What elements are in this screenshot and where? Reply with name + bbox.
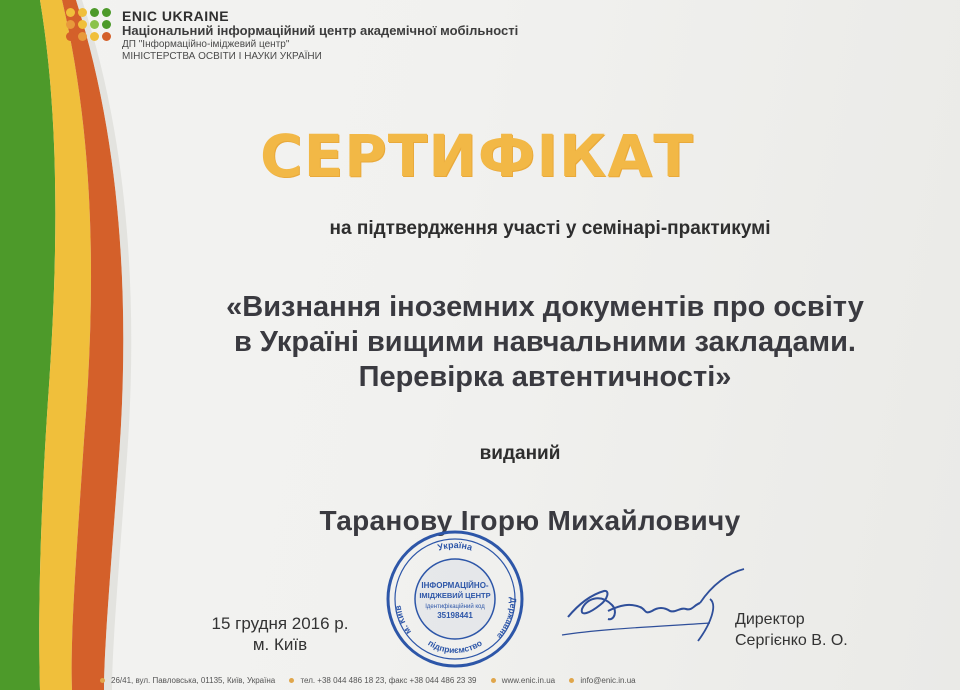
stamp-center-line2: ІМІДЖЕВИЙ ЦЕНТР <box>419 591 491 600</box>
issued-label: виданий <box>479 443 561 464</box>
director-title: Директор <box>735 611 805 628</box>
issue-place: м. Київ <box>252 635 308 655</box>
topic-line: Перевірка автентичності» <box>358 360 732 393</box>
topic-line: «Визнання іноземних документів про освіту <box>226 291 864 323</box>
stamp-id-code: 35198441 <box>437 611 473 620</box>
enic-logo-icon <box>66 8 114 52</box>
recipient-name: Таранову Ігорю Михайловичу <box>319 505 741 536</box>
organization-header <box>122 8 518 62</box>
enterprise-name: ДП "Інформаційно-іміджевий центр" <box>122 39 290 51</box>
stamp-bottom-text: підприємство <box>426 637 484 656</box>
footer-website: www.enic.in.ua <box>491 676 561 685</box>
svg-text:Україна <box>437 540 475 553</box>
issue-date-block <box>190 613 370 656</box>
topic-line: в Україні вищими навчальними закладами. <box>234 325 856 358</box>
svg-text:підприємство <box>426 638 483 655</box>
footer-address: 26/41, вул. Павловська, 01135, Київ, Україна <box>100 676 281 685</box>
signature-icon <box>560 565 760 655</box>
decorative-stripes <box>0 0 150 690</box>
stamp-right-text: Державне <box>494 597 519 642</box>
certificate-title: СЕРТИФІКАТ <box>260 122 694 190</box>
ministry-name: МІНІСТЕРСТВА ОСВІТИ І НАУКИ УКРАЇНИ <box>122 50 322 62</box>
page-footer <box>100 676 920 685</box>
director-name: Сергієнко В. О. <box>735 631 848 649</box>
issue-date: 15 грудня 2016 р. <box>211 614 349 633</box>
official-stamp-icon <box>384 528 526 670</box>
footer-email: info@enic.in.ua <box>569 676 641 685</box>
brand-name: ENIC UKRAINE <box>122 8 230 24</box>
stamp-id-label: Ідентифікаційний код <box>425 604 485 610</box>
stamp-center-line1: ІНФОРМАЦІЙНО- <box>421 581 489 590</box>
stamp-left-text: м. Київ <box>392 604 413 637</box>
certificate-subtitle: на підтвердження участі у семінарі-практикумі <box>329 218 771 239</box>
footer-phone: тел. +38 044 486 18 23, факс +38 044 486 23 39 <box>289 676 482 685</box>
center-name: Національний інформаційний центр академічної мобільності <box>122 23 519 39</box>
seminar-topic <box>150 290 940 394</box>
director-block <box>735 610 848 652</box>
stamp-top-text: Україна <box>436 539 474 553</box>
